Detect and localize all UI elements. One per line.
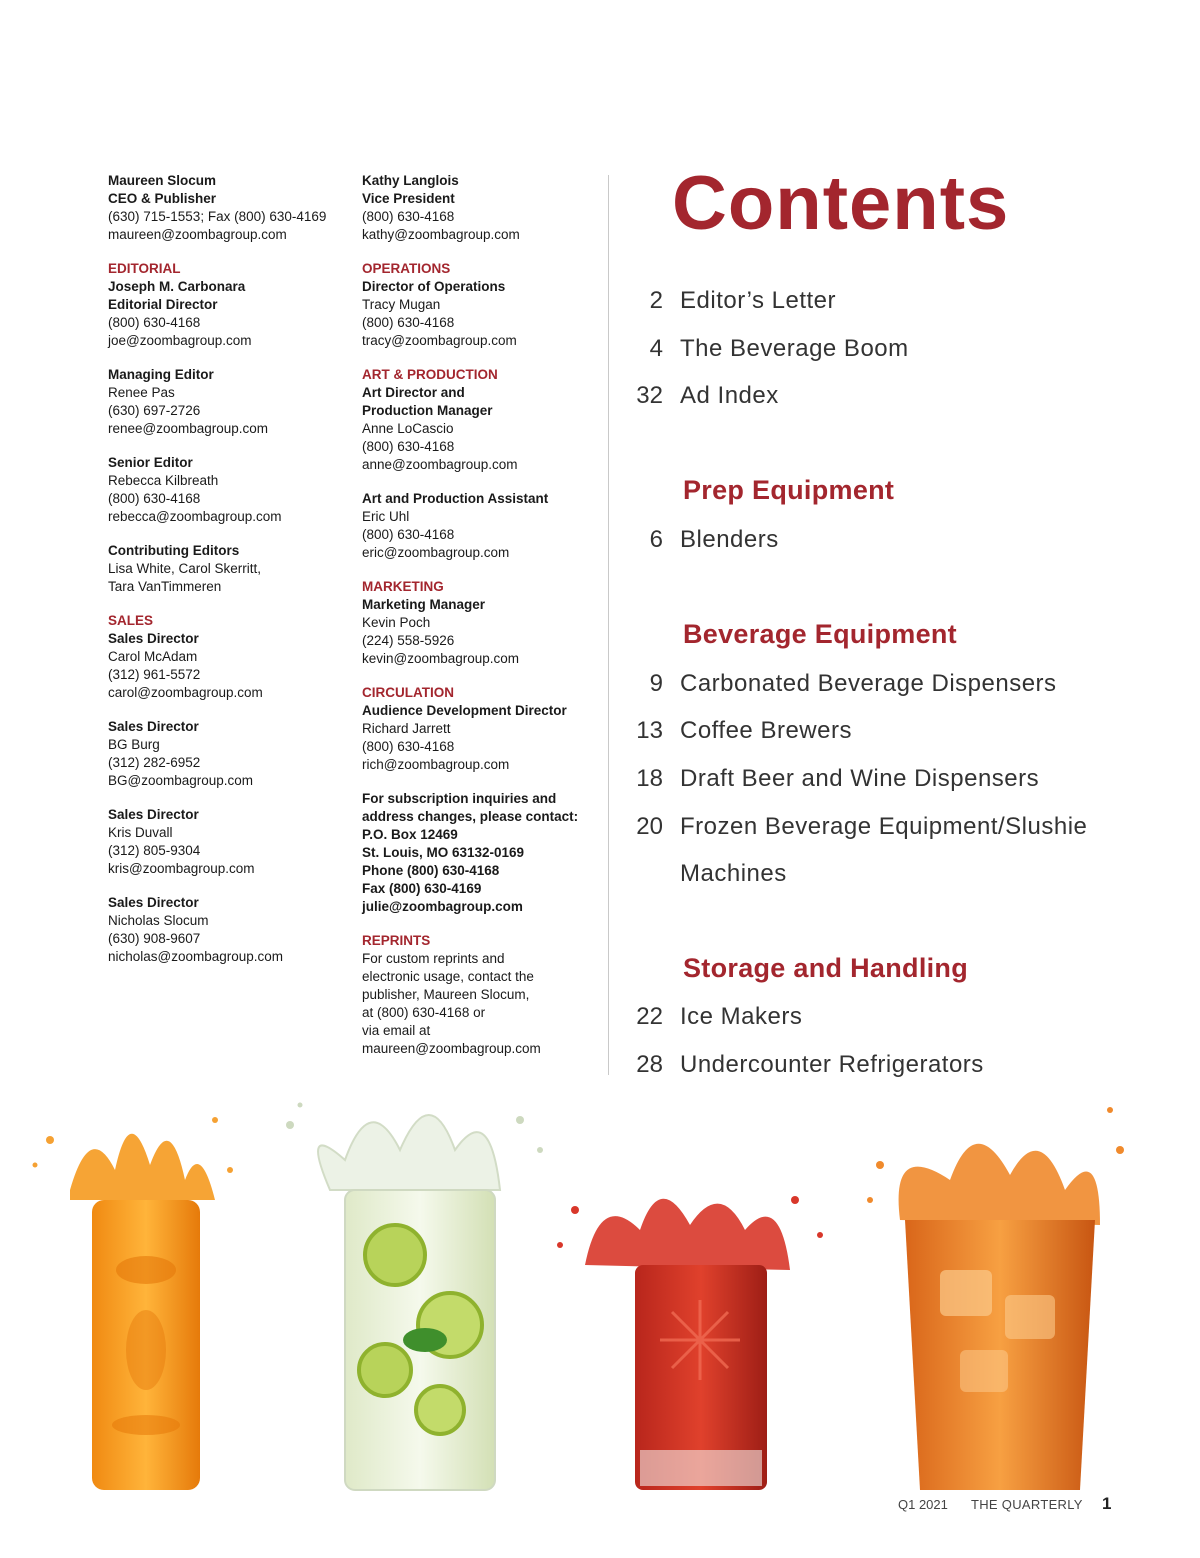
subscription-line: St. Louis, MO 63132-0169 xyxy=(362,845,525,860)
subscription-line: address changes, please contact: xyxy=(362,809,579,824)
amber-drink xyxy=(867,1107,1124,1490)
masthead-entry xyxy=(108,894,348,966)
toc-page-number: 2 xyxy=(649,287,663,314)
page-footer xyxy=(0,1494,1200,1518)
toc-item[interactable] xyxy=(620,717,1180,757)
masthead-entry xyxy=(362,578,602,668)
orange-tiki-drink xyxy=(33,1117,234,1490)
staff-email: renee@zoombagroup.com xyxy=(108,421,269,436)
toc-label: Ice Makers xyxy=(680,1003,803,1030)
staff-name: Carol McAdam xyxy=(108,649,198,664)
masthead-entry xyxy=(108,718,348,790)
splashing-drinks-photo xyxy=(0,1080,1200,1510)
staff-name: Kevin Poch xyxy=(362,615,431,630)
staff-email: joe@zoombagroup.com xyxy=(108,333,252,348)
staff-phone: (630) 908-9607 xyxy=(108,931,201,946)
staff-title: Vice President xyxy=(362,191,455,206)
staff-title: Managing Editor xyxy=(108,367,214,382)
subscription-info xyxy=(362,790,602,916)
masthead-entry xyxy=(108,806,348,878)
staff-title: Marketing Manager xyxy=(362,597,486,612)
masthead-entry xyxy=(362,172,602,244)
masthead-entry xyxy=(108,542,348,596)
staff-phone: (800) 630-4168 xyxy=(362,439,455,454)
toc-section-heading: Prep Equipment xyxy=(683,475,895,505)
section-heading: REPRINTS xyxy=(362,933,431,948)
section-heading: CIRCULATION xyxy=(362,685,454,700)
reprints-line: publisher, Maureen Slocum, xyxy=(362,987,530,1002)
contents-title: Contents xyxy=(672,161,1010,246)
staff-names: Lisa White, Carol Skerritt, xyxy=(108,561,262,576)
staff-email: kris@zoombagroup.com xyxy=(108,861,255,876)
staff-name: Anne LoCascio xyxy=(362,421,454,436)
toc-page-number: 4 xyxy=(649,335,663,362)
toc-item[interactable] xyxy=(620,670,1180,710)
toc-label: Editor’s Letter xyxy=(680,287,837,314)
staff-title: Production Manager xyxy=(362,403,493,418)
staff-title: Art and Production Assistant xyxy=(362,491,549,506)
staff-email: carol@zoombagroup.com xyxy=(108,685,263,700)
staff-title: Sales Director xyxy=(108,895,199,910)
toc-section-heading: Storage and Handling xyxy=(683,953,969,983)
toc-label: The Beverage Boom xyxy=(680,335,909,362)
masthead-entry xyxy=(108,612,348,702)
magazine-name: THE QUARTERLY xyxy=(971,1497,1083,1512)
staff-title: Sales Director xyxy=(108,719,199,734)
reprints-line: maureen@zoombagroup.com xyxy=(362,1041,541,1056)
column-divider xyxy=(608,175,609,1075)
staff-email: eric@zoombagroup.com xyxy=(362,545,510,560)
toc-page-number: 20 xyxy=(636,813,663,840)
masthead-entry xyxy=(108,454,348,526)
staff-title: Sales Director xyxy=(108,631,199,646)
staff-title: Art Director and xyxy=(362,385,465,400)
toc-label: Draft Beer and Wine Dispensers xyxy=(680,765,1040,792)
staff-phone: (800) 630-4168 xyxy=(362,315,455,330)
toc-section-heading: Beverage Equipment xyxy=(683,619,957,649)
masthead-left-column xyxy=(108,172,348,982)
staff-title: Director of Operations xyxy=(362,279,506,294)
staff-email: tracy@zoombagroup.com xyxy=(362,333,517,348)
section-heading: MARKETING xyxy=(362,579,444,594)
masthead-entry xyxy=(108,260,348,350)
section-heading: OPERATIONS xyxy=(362,261,451,276)
red-cocktail-drink xyxy=(557,1196,823,1490)
masthead-entry xyxy=(362,260,602,350)
toc-item[interactable] xyxy=(620,287,1180,327)
toc-label: Frozen Beverage Equipment/Slushie xyxy=(680,813,1088,840)
toc-item[interactable] xyxy=(620,335,1180,375)
toc-item[interactable] xyxy=(620,1003,1180,1043)
masthead-entry xyxy=(108,366,348,438)
staff-name: Eric Uhl xyxy=(362,509,410,524)
toc-page-number: 13 xyxy=(636,717,663,744)
masthead-entry xyxy=(362,490,602,562)
staff-name: Kris Duvall xyxy=(108,825,173,840)
staff-title: Audience Development Director xyxy=(362,703,567,718)
masthead-mid-column xyxy=(362,172,602,1074)
staff-phone: (800) 630-4168 xyxy=(362,739,455,754)
toc-item[interactable] xyxy=(620,813,1180,853)
page-number: 1 xyxy=(1102,1494,1112,1513)
toc-page-number: 32 xyxy=(636,382,663,409)
toc-label: Machines xyxy=(680,860,787,887)
staff-email: rich@zoombagroup.com xyxy=(362,757,510,772)
section-heading: SALES xyxy=(108,613,154,628)
staff-phone: (800) 630-4168 xyxy=(108,491,201,506)
masthead-entry xyxy=(108,172,348,244)
toc-item[interactable] xyxy=(620,382,1180,422)
toc-item[interactable] xyxy=(620,765,1180,805)
staff-name: Tracy Mugan xyxy=(362,297,441,312)
staff-phone: (630) 697-2726 xyxy=(108,403,201,418)
toc-label: Ad Index xyxy=(680,382,779,409)
staff-email: maureen@zoombagroup.com xyxy=(108,227,287,242)
staff-title: Senior Editor xyxy=(108,455,193,470)
staff-name: Nicholas Slocum xyxy=(108,913,209,928)
staff-phone: (312) 961-5572 xyxy=(108,667,201,682)
lime-mojito-drink xyxy=(286,1103,543,1491)
staff-name: BG Burg xyxy=(108,737,160,752)
toc-label: Undercounter Refrigerators xyxy=(680,1051,984,1078)
staff-name: Rebecca Kilbreath xyxy=(108,473,219,488)
staff-email: nicholas@zoombagroup.com xyxy=(108,949,284,964)
staff-phone: (800) 630-4168 xyxy=(362,209,455,224)
staff-title: Contributing Editors xyxy=(108,543,240,558)
staff-phone: (800) 630-4168 xyxy=(108,315,201,330)
toc-page-number: 22 xyxy=(636,1003,663,1030)
section-heading: EDITORIAL xyxy=(108,261,181,276)
toc-label: Blenders xyxy=(680,526,779,553)
toc-label: Coffee Brewers xyxy=(680,717,852,744)
staff-name: Kathy Langlois xyxy=(362,173,459,188)
toc-page-number: 28 xyxy=(636,1051,663,1078)
staff-name: Renee Pas xyxy=(108,385,175,400)
staff-names: Tara VanTimmeren xyxy=(108,579,222,594)
reprints-line: For custom reprints and xyxy=(362,951,505,966)
staff-title: CEO & Publisher xyxy=(108,191,217,206)
staff-phone: (312) 805-9304 xyxy=(108,843,201,858)
subscription-line: julie@zoombagroup.com xyxy=(362,899,523,914)
staff-email: kevin@zoombagroup.com xyxy=(362,651,520,666)
staff-email: kathy@zoombagroup.com xyxy=(362,227,520,242)
staff-title: Sales Director xyxy=(108,807,199,822)
reprints-line: electronic usage, contact the xyxy=(362,969,534,984)
masthead-entry xyxy=(362,366,602,474)
reprints-line: at (800) 630-4168 or xyxy=(362,1005,486,1020)
section-heading: ART & PRODUCTION xyxy=(362,367,498,382)
reprints-info xyxy=(362,932,602,1058)
toc-page-number: 6 xyxy=(649,526,663,553)
subscription-line: P.O. Box 12469 xyxy=(362,827,458,842)
staff-phone: (224) 558-5926 xyxy=(362,633,455,648)
staff-email: anne@zoombagroup.com xyxy=(362,457,518,472)
staff-email: rebecca@zoombagroup.com xyxy=(108,509,282,524)
toc-page-number: 18 xyxy=(636,765,663,792)
staff-name: Maureen Slocum xyxy=(108,173,217,188)
staff-email: BG@zoombagroup.com xyxy=(108,773,254,788)
toc-page-number: 9 xyxy=(649,670,663,697)
toc-item[interactable] xyxy=(620,526,1180,566)
toc-label: Carbonated Beverage Dispensers xyxy=(680,670,1057,697)
issue-label: Q1 2021 xyxy=(898,1497,948,1512)
reprints-line: via email at xyxy=(362,1023,431,1038)
staff-name: Richard Jarrett xyxy=(362,721,451,736)
staff-phone: (312) 282-6952 xyxy=(108,755,201,770)
subscription-line: Phone (800) 630-4168 xyxy=(362,863,500,878)
masthead-entry xyxy=(362,684,602,774)
staff-phone: (800) 630-4168 xyxy=(362,527,455,542)
staff-name: Joseph M. Carbonara xyxy=(108,279,246,294)
subscription-line: Fax (800) 630-4169 xyxy=(362,881,482,896)
subscription-line: For subscription inquiries and xyxy=(362,791,557,806)
staff-title: Editorial Director xyxy=(108,297,218,312)
staff-phone: (630) 715-1553; Fax (800) 630-4169 xyxy=(108,209,327,224)
toc-item-continuation[interactable] xyxy=(620,860,1180,900)
